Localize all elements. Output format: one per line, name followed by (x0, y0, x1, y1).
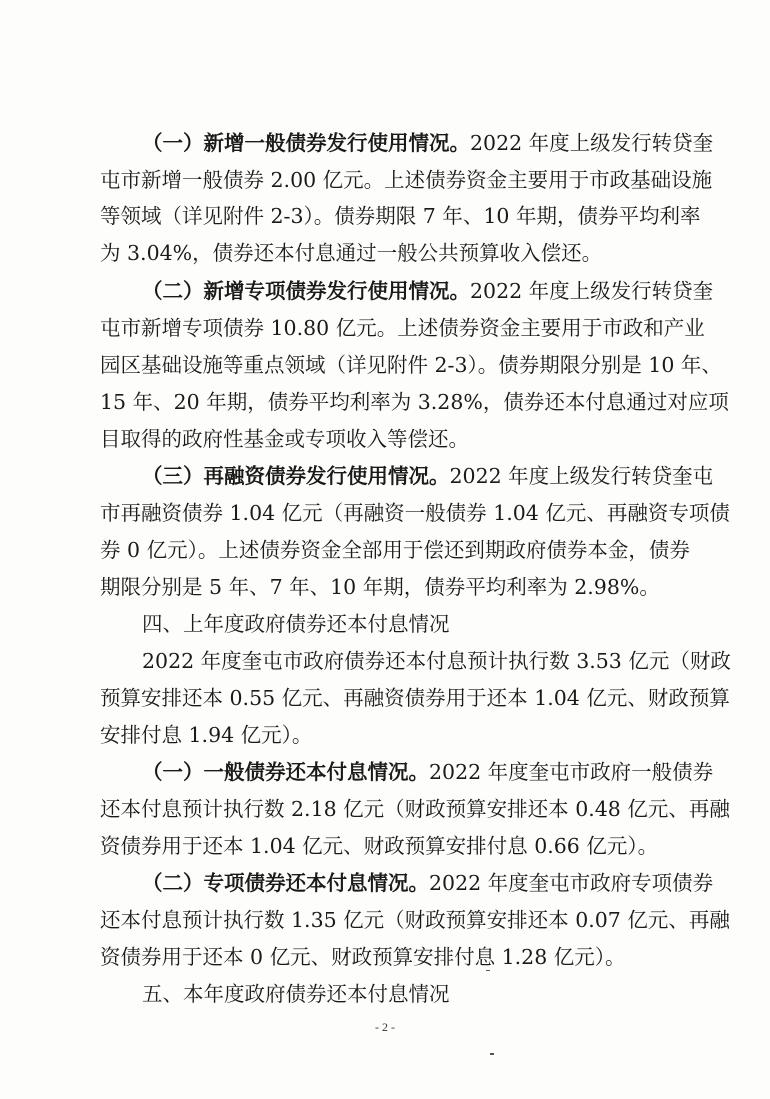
paragraph-2-line-3: 园区基础设施等重点领域（详见附件 2-3）。债券期限分别是 10 年、 (100, 353, 722, 377)
paragraph-5-line-2: 还本付息预计执行数 2.18 亿元（财政预算安排还本 0.48 亿元、再融 (100, 797, 730, 821)
paragraph-1-line-1 (142, 128, 714, 158)
paragraph-1-line-4: 为 3.04%，债券还本付息通过一般公共预算收入偿还。 (100, 241, 603, 265)
paragraph-text: 2022 年度奎屯市政府一般债券 (429, 760, 714, 784)
section-heading: （一）一般债券还本付息情况。 (142, 760, 429, 784)
paragraph-5-line-1 (142, 757, 714, 787)
paragraph-6-line-2: 还本付息预计执行数 1.35 亿元（财政预算安排还本 0.07 亿元、再融 (100, 908, 730, 932)
page-number: - 2 - (375, 1020, 395, 1034)
section-heading-4: 四、上年度政府债券还本付息情况 (142, 612, 450, 636)
paragraph-5-line-3: 资债券用于还本 1.04 亿元、财政预算安排付息 0.66 亿元）。 (100, 834, 659, 858)
paragraph-2-line-4: 15 年、20 年期，债券平均利率为 3.28%，债券还本付息通过对应项 (100, 390, 729, 414)
section-heading: （二）专项债券还本付息情况。 (142, 871, 429, 895)
scan-speck (486, 970, 490, 971)
scan-speck (490, 1053, 494, 1055)
paragraph-3-line-3: 券 0 亿元）。上述债券资金全部用于偿还到期政府债券本金，债券 (100, 538, 690, 562)
paragraph-6-line-1 (142, 868, 714, 898)
section-heading: （一）新增一般债券发行使用情况。 (142, 131, 470, 155)
paragraph-6-line-3: 资债券用于还本 0 亿元、财政预算安排付息 1.28 亿元）。 (100, 945, 626, 969)
paragraph-1-line-3: 等领域（详见附件 2-3）。债券期限 7 年、10 年期，债券平均利率 (100, 204, 701, 228)
paragraph-1-line-2: 屯市新增一般债券 2.00 亿元。上述债券资金主要用于市政基础设施 (100, 168, 713, 192)
paragraph-4-line-1: 2022 年度奎屯市政府债券还本付息预计执行数 3.53 亿元（财政 (142, 649, 731, 673)
paragraph-4-line-3: 安排付息 1.94 亿元）。 (100, 723, 313, 747)
paragraph-2-line-2: 屯市新增专项债券 10.80 亿元。上述债券资金主要用于市政和产业 (100, 316, 705, 340)
section-heading-5: 五、本年度政府债券还本付息情况 (142, 982, 450, 1006)
paragraph-4-line-2: 预算安排还本 0.55 亿元、再融资债券用于还本 1.04 亿元、财政预算 (100, 686, 730, 710)
paragraph-text: 2022 年度上级发行转贷奎 (470, 131, 714, 155)
paragraph-3-line-4: 期限分别是 5 年、7 年、10 年期，债券平均利率为 2.98%。 (100, 575, 660, 599)
paragraph-text: 2022 年度上级发行转贷奎屯 (449, 464, 714, 488)
paragraph-2-line-5: 目取得的政府性基金或专项收入等偿还。 (100, 427, 469, 451)
section-heading: （三）再融资债券发行使用情况。 (142, 464, 450, 488)
paragraph-3-line-2: 市再融资债券 1.04 亿元（再融资一般债券 1.04 亿元、再融资专项债 (100, 501, 730, 525)
paragraph-text: 2022 年度上级发行转贷奎 (470, 279, 714, 303)
paragraph-text: 2022 年度奎屯市政府专项债券 (429, 871, 714, 895)
paragraph-2-line-1 (142, 276, 714, 306)
section-heading: （二）新增专项债券发行使用情况。 (142, 279, 470, 303)
paragraph-3-line-1 (142, 461, 714, 491)
